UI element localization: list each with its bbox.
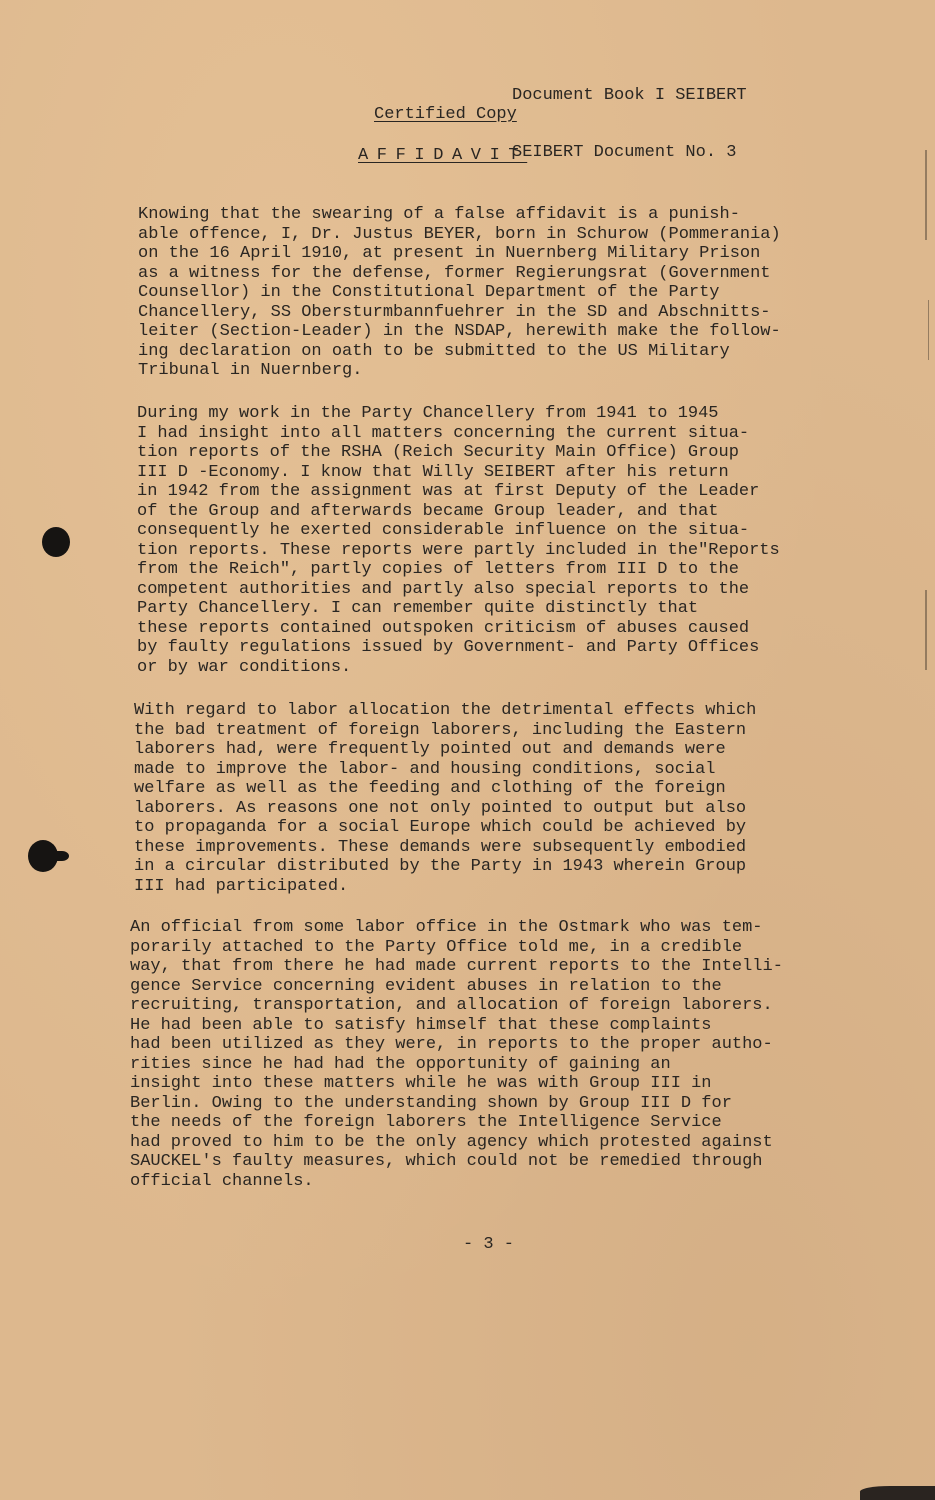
paragraph-labor-official: An official from some labor office in the Ostmark who was tem- porarily attached to the Party Office told me, in a credible way, that from there he had made current reports to the Intelli- gence Service concerning evident abuses in relation to the recruiting, transportation, and allocation of foreign laborers. He had been able to satisfy himself that these complaints had been utilized as they were, in reports to the proper autho- rities since he had had the opportunity of gaining an insight into these matters while he was with Group III in Berlin. Owing to the understanding shown by Group III D for the needs of the foreign laborers the Intelligence Service had proved to him to be the only agency which protested against SAUCKEL's faulty measures, which could not be remedied through official channels. [130,918,783,1191]
edge-mark [928,300,929,360]
punch-hole-lower [28,840,58,872]
header-line-doc-number: SEIBERT Document No. 3 [512,143,737,162]
paragraph-declaration: Knowing that the swearing of a false affidavit is a punish- able offence, I, Dr. Justus BEYER, born in Schurow (Pommerania) on the 16 April 1910, at present in Nuernberg Military Prison as a witness for the defense, former Regierungsrat (Government Counsellor) in the Constitutional Department of the Party Chancellery, SS Obersturmbannfuehrer in the SD and Abschnitts- leiter (Section-Leader) in the NSDAP, herewith make the follow- ing declaration on oath to be submitted to the US Military Tribunal in Nuernberg. [138,205,781,380]
document-header [512,48,747,200]
punch-hole-upper [42,527,70,557]
certified-copy-heading: Certified Copy [374,105,517,124]
affidavit-heading: AFFIDAVIT [358,146,528,165]
paragraph-labor-allocation: With regard to labor allocation the detrimental effects which the bad treatment of foreign laborers, including the Eastern laborers had, were frequently pointed out and demands were made to improve the labor- and housing conditions, social welfare as well as the feeding and clothing of the foreign laborers. As reasons one not only pointed to output but also to propaganda for a social Europe which could be achieved by these improvements. These demands were subsequently embodied in a circular distributed by the Party in 1943 wherein Group III had participated. [134,701,757,896]
edge-mark [925,150,927,240]
punch-hole-lower-tab [55,851,69,861]
edge-mark [925,590,927,670]
paragraph-situation-reports: During my work in the Party Chancellery from 1941 to 1945 I had insight into all matters concerning the current situa- tion reports of the RSHA (Reich Security Main Office) Group III D -Economy. I know that Willy SEIBERT after his return in 1942 from the assignment was at first Deputy of the Leader of the Group and afterwards became Group leader, and that consequently he exerted considerable influence on the situa- tion reports. These reports were partly included in the"Reports from the Reich", partly copies of letters from III D to the competent authorities and partly also special reports to the Party Chancellery. I can remember quite distinctly that these reports contained outspoken criticism of abuses caused by faulty regulations issued by Government- and Party Offices or by war conditions. [137,404,780,677]
corner-mark [860,1486,935,1500]
header-line-book: Document Book I SEIBERT [512,86,747,105]
page-number: - 3 - [463,1235,515,1254]
